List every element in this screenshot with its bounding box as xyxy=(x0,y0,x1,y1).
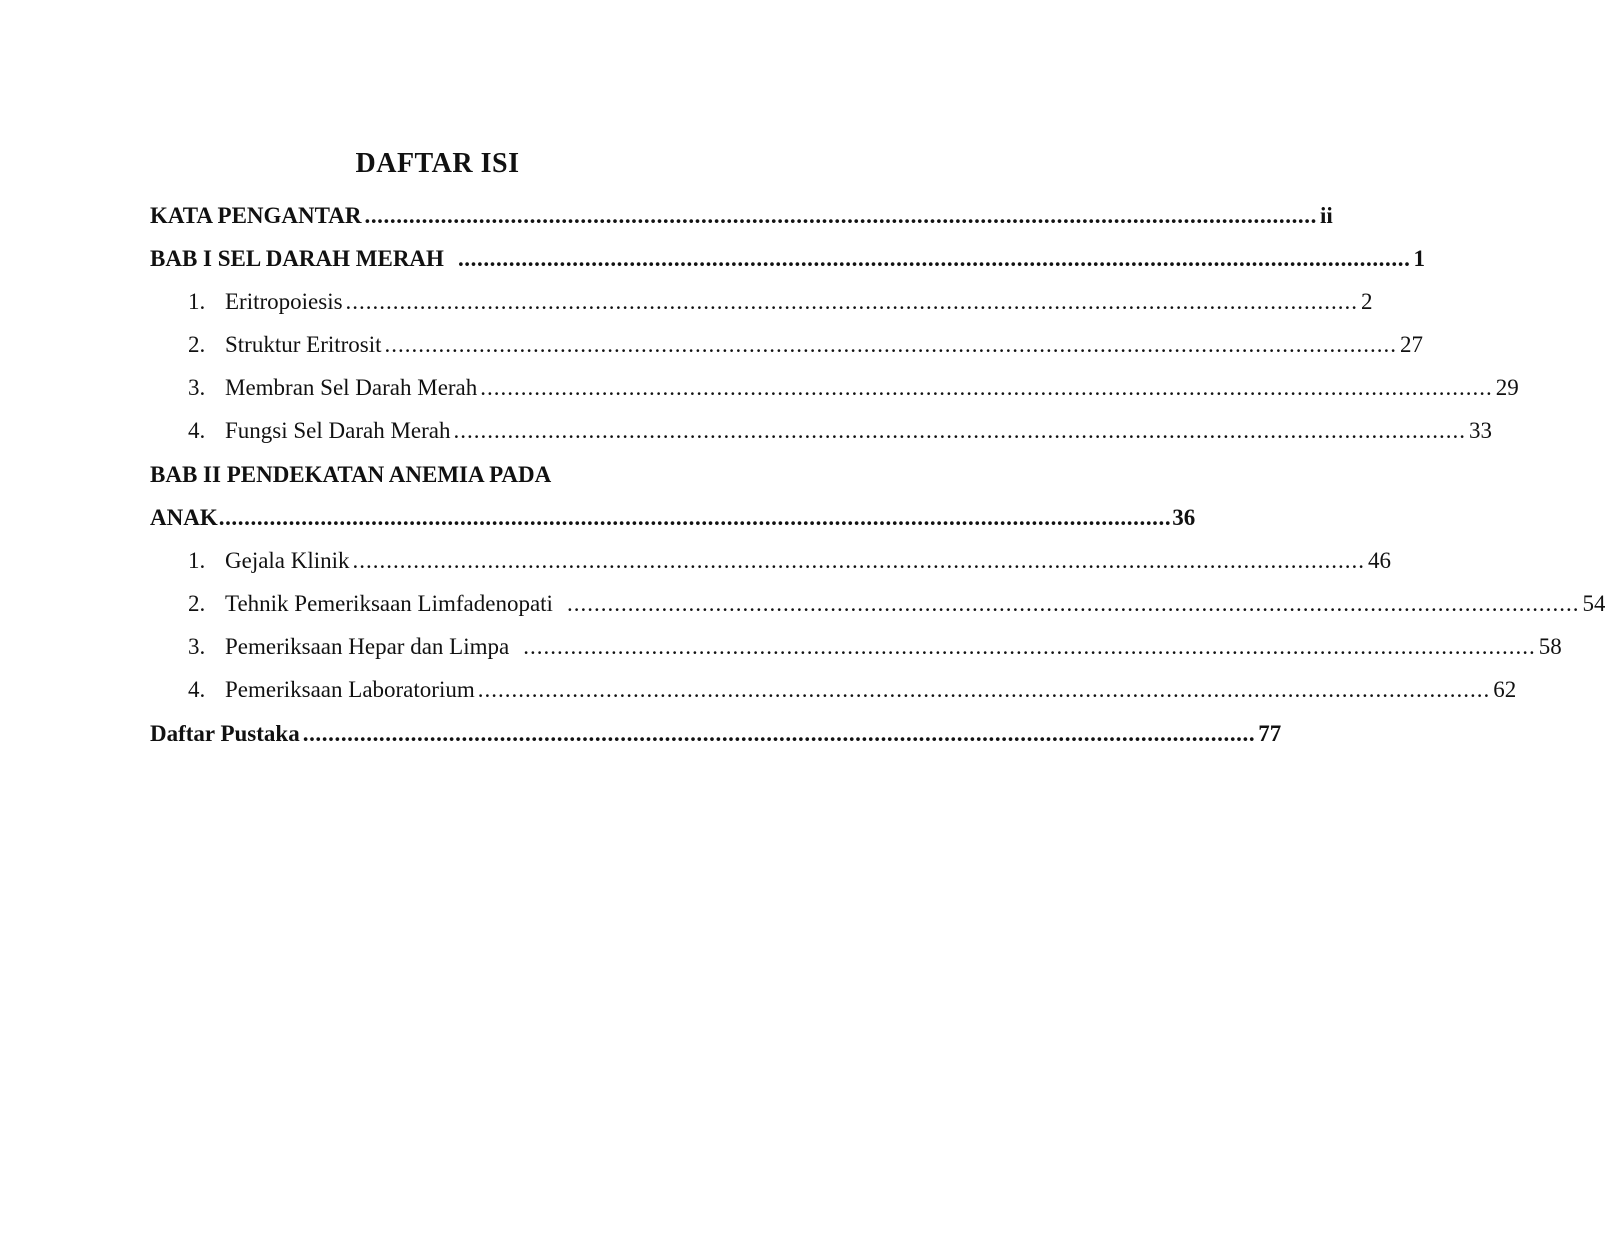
toc-leader-dots: ...................................................................................................................................................... xyxy=(453,418,1466,443)
toc-entry-bab-2-line1: BAB II PENDEKATAN ANEMIA PADA xyxy=(150,462,552,487)
toc-leader-dots: ...................................................................................................................................................... xyxy=(384,332,1398,357)
toc-leader-dots: ...................................................................................................................................................... xyxy=(480,375,1493,400)
toc-leader-dots: ...................................................................................................................................................... xyxy=(364,203,1317,228)
toc-entry-kata-pengantar xyxy=(150,201,1333,231)
toc-item-number: 2. xyxy=(188,591,206,616)
page-title: DAFTAR ISI xyxy=(355,148,520,179)
toc-subentry xyxy=(188,287,1373,317)
toc-subentry xyxy=(188,330,1424,360)
toc-entry-label: Pemeriksaan Hepar dan Limpa xyxy=(225,634,510,659)
toc-entry-label: Pemeriksaan Laboratorium xyxy=(225,677,475,702)
toc-page-number: 27 xyxy=(1400,332,1424,357)
toc-subentry xyxy=(188,416,1492,446)
toc-leader-dots: ...................................................................................................................................................... xyxy=(345,289,1359,314)
toc-entry-label: Struktur Eritrosit xyxy=(225,332,382,357)
toc-leader-dots: ...................................................................................................................................................... xyxy=(302,721,1256,746)
toc-entry-label: Fungsi Sel Darah Merah xyxy=(225,418,451,443)
toc-entry-daftar-pustaka xyxy=(150,719,1282,749)
toc-subentry xyxy=(188,546,1392,576)
toc-item-number: 2. xyxy=(188,332,206,357)
toc-entry-label: BAB I SEL DARAH MERAH xyxy=(150,246,444,271)
toc-item-number: 1. xyxy=(188,289,206,314)
toc-leader-dots: ...................................................................................................................................................... xyxy=(566,591,1580,616)
toc-page-number: 46 xyxy=(1368,548,1392,573)
toc-subentry xyxy=(188,589,1605,619)
toc-item-number: 3. xyxy=(188,634,206,659)
toc-page-number: 62 xyxy=(1493,677,1517,702)
toc-entry-label: Tehnik Pemeriksaan Limfadenopati xyxy=(225,591,553,616)
toc-page-number: 2 xyxy=(1361,289,1373,314)
toc-entry-label: ANAK xyxy=(150,505,218,530)
toc-page-number: 77 xyxy=(1258,721,1282,746)
toc-item-number: 4. xyxy=(188,677,206,702)
toc-page-number: 33 xyxy=(1469,418,1492,443)
toc-item-number: 1. xyxy=(188,548,206,573)
toc-leader-dots: ...................................................................................................................................................... xyxy=(477,677,1491,702)
toc-entry-label: Membran Sel Darah Merah xyxy=(225,375,478,400)
toc-leader-dots: ...................................................................................................................................................... xyxy=(457,246,1411,271)
toc-entry-bab-2 xyxy=(150,503,1196,533)
toc-page-number: 58 xyxy=(1538,634,1562,659)
toc-subentry xyxy=(188,675,1517,705)
toc-page-number: ii xyxy=(1319,203,1333,228)
toc-entry-bab-1 xyxy=(150,244,1425,274)
toc-item-number: 4. xyxy=(188,418,206,443)
toc-entry-label: Gejala Klinik xyxy=(225,548,350,573)
toc-leader-dots: ...................................................................................................................................................... xyxy=(352,548,1366,573)
toc-entry-label: Daftar Pustaka xyxy=(150,721,300,746)
toc-page-number: 29 xyxy=(1495,375,1519,400)
toc-entry-label: Eritropoiesis xyxy=(225,289,343,314)
toc-item-number: 3. xyxy=(188,375,206,400)
toc-page-number: 1 xyxy=(1413,246,1425,271)
toc-subentry xyxy=(188,373,1519,403)
toc-subentry xyxy=(188,632,1562,662)
toc-page-number: 36 xyxy=(1172,505,1196,530)
toc-leader-dots: ...................................................................................................................................................... xyxy=(523,634,1536,659)
toc-entry-label: KATA PENGANTAR xyxy=(150,203,362,228)
toc-page-number: 54 xyxy=(1582,591,1605,616)
toc-leader-dots: ...................................................................................................................................................... xyxy=(218,505,1172,530)
